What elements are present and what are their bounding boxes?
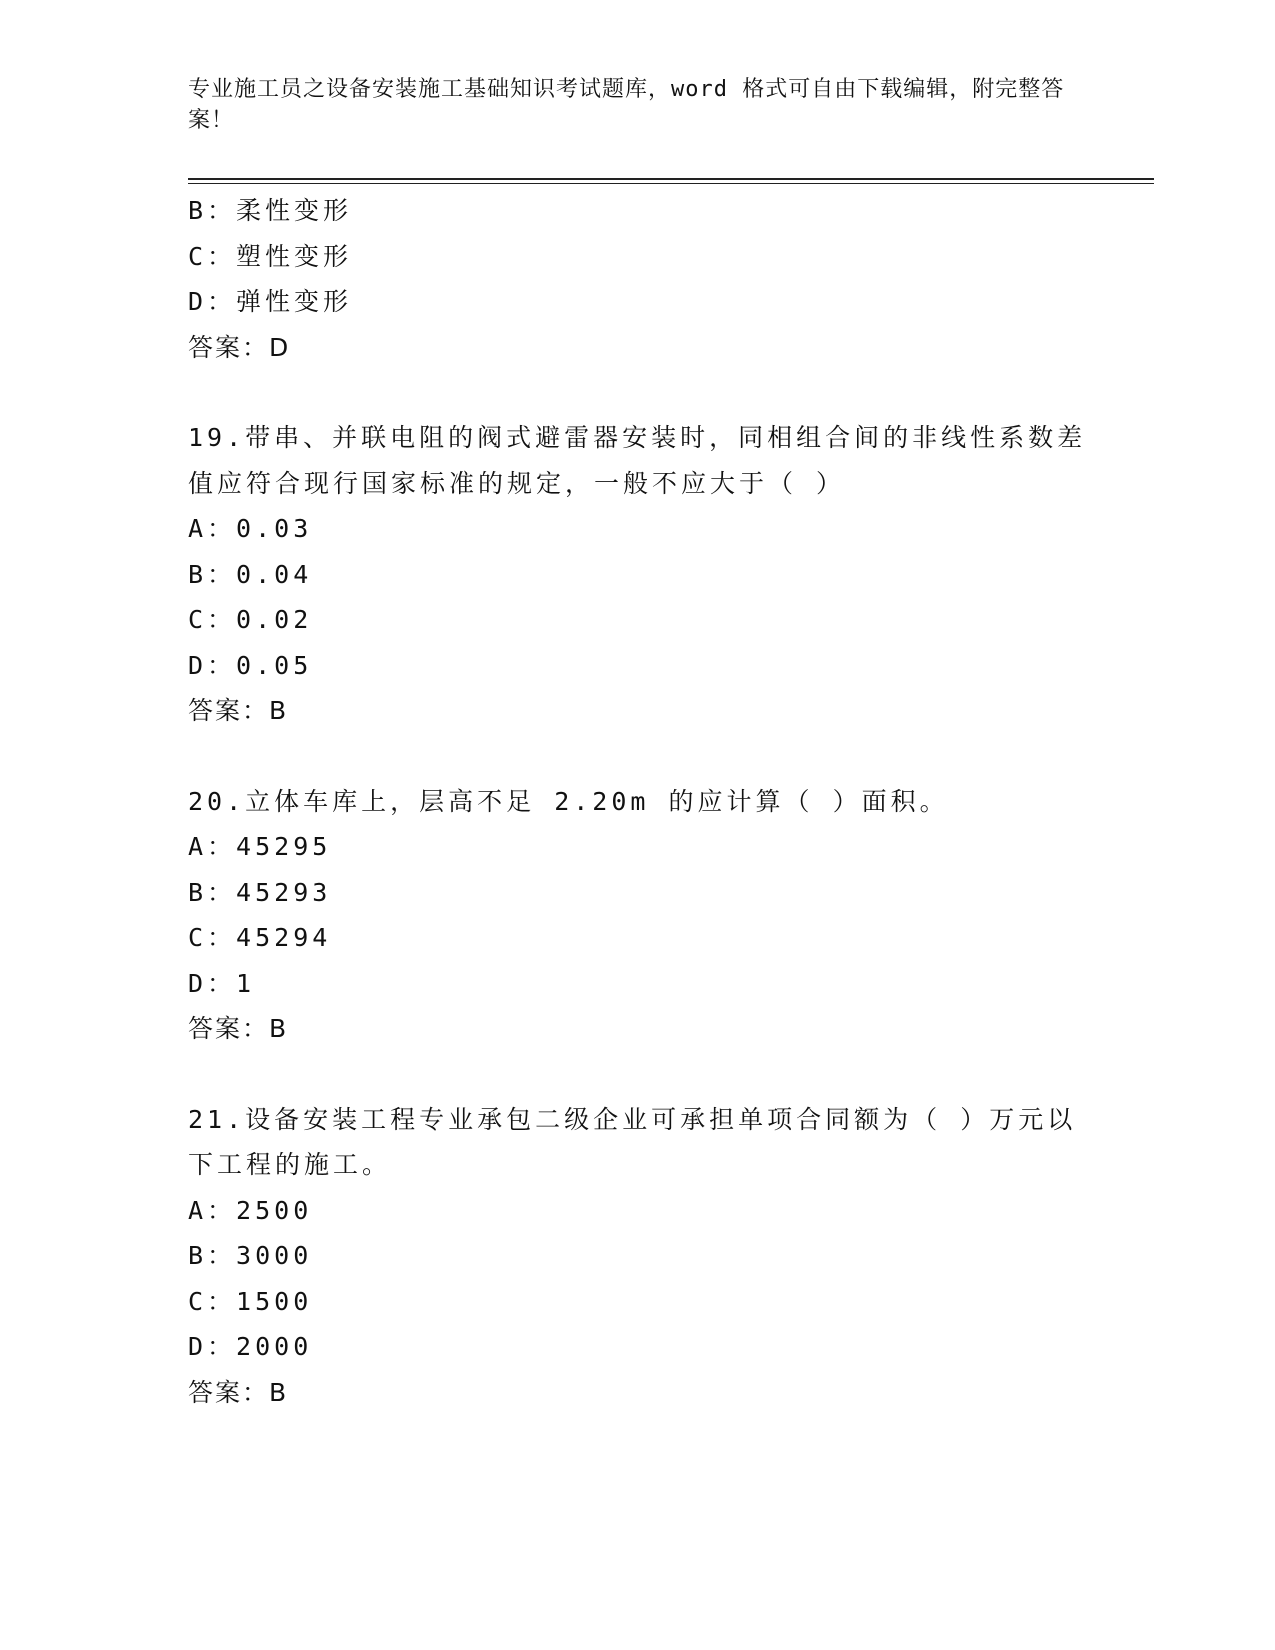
option-b: B：0.04 xyxy=(188,559,313,589)
answer-label: 答案：D xyxy=(188,332,291,362)
spacer xyxy=(188,1052,1088,1097)
option-c: C：0.02 xyxy=(188,605,313,634)
question-20 xyxy=(188,779,1088,1052)
option-b: B：柔性变形 xyxy=(188,196,353,225)
answer-label: 答案：B xyxy=(188,1377,289,1407)
answer-label: 答案：B xyxy=(188,696,289,725)
question-list xyxy=(188,188,1088,1415)
option-d: D：2000 xyxy=(188,1332,313,1361)
header-rule-thick xyxy=(188,178,1154,180)
spacer xyxy=(188,370,1088,415)
option-b: B：45293 xyxy=(188,877,332,907)
answer-label: 答案：B xyxy=(188,1014,289,1043)
option-a: A：0.03 xyxy=(188,514,313,543)
header-rule-thin xyxy=(188,183,1154,184)
option-d: D：1 xyxy=(188,968,256,998)
option-a: A：2500 xyxy=(188,1195,313,1225)
question-stem-line: 值应符合现行国家标准的规定，一般不应大于（ ） xyxy=(188,468,846,498)
option-d: D：0.05 xyxy=(188,650,313,680)
option-c: C：塑性变形 xyxy=(188,241,353,271)
option-c: C：1500 xyxy=(188,1286,313,1316)
question-stem-line: 下工程的施工。 xyxy=(188,1150,392,1179)
option-d: D：弹性变形 xyxy=(188,287,353,316)
option-c: C：45294 xyxy=(188,923,332,952)
document-header: 专业施工员之设备安装施工基础知识考试题库，word 格式可自由下载编辑，附完整答案！ xyxy=(188,77,1065,133)
question-stem-line: 20.立体车库上，层高不足 2.20m 的应计算（ ）面积。 xyxy=(188,786,949,816)
question-stem-line: 21.设备安装工程专业承包二级企业可承担单项合同额为（ ）万元以 xyxy=(188,1104,1077,1134)
question-19 xyxy=(188,415,1088,734)
option-a: A：45295 xyxy=(188,832,332,861)
question-18-tail xyxy=(188,188,1088,370)
question-stem-line: 19.带串、并联电阻的阀式避雷器安装时，同相组合间的非线性系数差 xyxy=(188,423,1087,452)
spacer xyxy=(188,734,1088,779)
option-b: B：3000 xyxy=(188,1241,313,1270)
question-21 xyxy=(188,1097,1088,1416)
